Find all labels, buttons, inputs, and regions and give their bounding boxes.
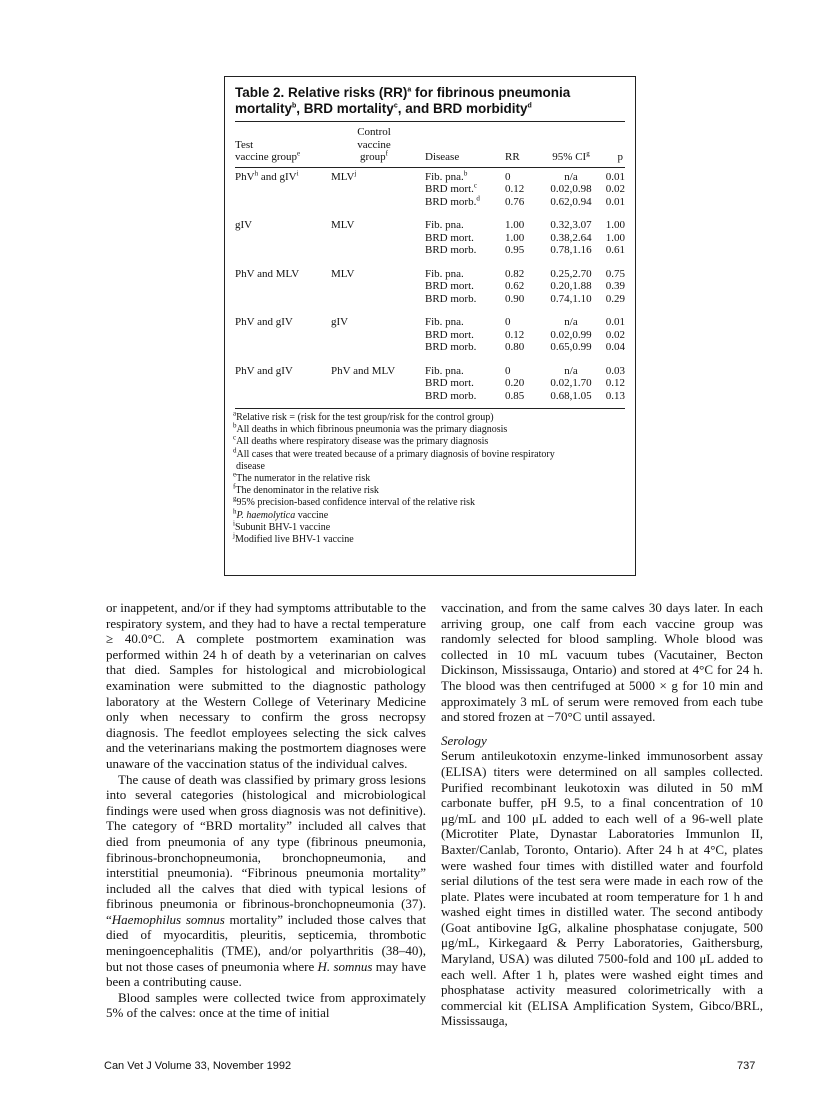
cell-test-group: PhV and gIV [235, 316, 293, 328]
cell-rr: 0.82 [505, 267, 525, 280]
cell-control-group: MLV [331, 267, 355, 280]
cell-control-group [331, 244, 417, 257]
cell-rr: 0.12 [505, 183, 525, 195]
cell-p: 1.00 [605, 231, 625, 244]
cell-p: 0.03 [605, 364, 625, 377]
footnote: $^b$All deaths in which fibrinous pneumonia was the primary diagnosis [233, 421, 508, 436]
cell-control-group [331, 293, 417, 306]
cell-disease: Fib. pna. [425, 219, 464, 231]
cell-rr: 0.90 [505, 292, 525, 305]
relative-risk-table [235, 122, 625, 402]
cell-p: 0.39 [605, 280, 625, 292]
paragraph: Blood samples were collected twice from approximately 5% of the calves: once at the time of initial [106, 989, 426, 1021]
cell-rr: 0.20 [505, 377, 525, 389]
table-caption: Table 2. Relative risks (RR)$^a$ for fibrinous pneumonia mortality$^b$, BRD mortality$^c$, and BRD morbidity$^d$ [235, 85, 571, 116]
journal-footer: Can Vet J Volume 33, November 1992 [104, 1060, 292, 1072]
footnote: $^f$The denominator in the relative risk [233, 482, 379, 497]
table-row [235, 341, 625, 354]
table-row [235, 183, 625, 196]
cell-test-group [235, 329, 331, 342]
left-column [106, 600, 426, 1021]
paragraph: Serum antileukotoxin enzyme-linked immunosorbent assay (ELISA) titers were determined on all samples collected. Purified recombinant leukotoxin was diluted in 50 mM carbonate buffer, pH 9.5, to a final concentration of 10 μg/mL and 100 μL added to each well of a 96-well plate (Microtiter Plate, Dynastar Laboratories Immunlon II, Baxter/Canlab, Toronto, Ontario). After 24 h at 4°C, plates were washed four times with distilled water and fourfold serial dilutions of the test sera were made in each row of the plate. Plates were incubated at room temperature for 1 h and washed eight times in distilled water. The second antibody (Goat antibovine IgG, alkaline phosphatase conjugate, 500 μg/mL, Kirkegaard & Perry Laboratories, Gaithersburg, Maryland, USA) was diluted 7500-fold and 100 μL added to each well. After 1 h, plates were washed eight times and phosphatase activity measured colorimetrically with a commercial kit (ELISA Amplification System, Gibco/BRL, Mississauga, [441, 748, 763, 1029]
cell-test-group: PhV$^h$ and gIV$^i$ [235, 168, 299, 183]
footnote: $^h$P. haemolytica vaccine [233, 507, 329, 521]
cell-p: 0.02 [605, 183, 625, 195]
cell-p: 0.12 [605, 377, 625, 389]
cell-ci: 0.38,2.64 [550, 231, 592, 244]
table-2 [224, 76, 636, 576]
footnote: $^c$All deaths where respiratory disease was the primary diagnosis [233, 434, 489, 448]
cell-p: 0.75 [605, 267, 625, 280]
cell-rr: 0.95 [505, 244, 525, 256]
col-ci: 95% $CI^g$ [552, 149, 590, 163]
cell-p: 1.00 [605, 219, 625, 231]
cell-p: 0.01 [605, 170, 625, 183]
cell-rr: 0.80 [505, 341, 525, 353]
col-disease: Disease [425, 151, 460, 163]
cell-rr: 0.85 [505, 389, 525, 402]
cell-control-group [331, 196, 417, 209]
cell-ci: 0.25,2.70 [550, 267, 592, 280]
cell-test-group [235, 244, 331, 257]
paragraph: vaccination, and from the same calves 30 days later. In each arriving group, one calf from each vaccine group was randomly selected for blood sampling. Whole blood was collected in 10 mL vacuum tubes (Vacutainer, Becton Dickinson, Mississauga, Ontario) and stored at 4°C for 24 h. The blood was then centrifuged at 5000 × g for 10 min and approximately 3 mL of serum were removed from each tube and stored frozen at −70°C until assayed. [441, 600, 763, 725]
cell-disease: BRD mort. [425, 377, 474, 389]
cell-control-group [331, 232, 417, 245]
cell-control-group: gIV [331, 316, 349, 328]
cell-ci: 0.74,1.10 [550, 292, 592, 305]
cell-control-group [331, 377, 417, 390]
cell-test-group [235, 390, 331, 403]
cell-disease: BRD morb. [425, 244, 477, 256]
table-footnotes [233, 409, 625, 546]
footnote: $^i$Subunit BHV-1 vaccine [233, 519, 331, 533]
col-p: p [617, 151, 623, 163]
cell-disease: BRD morb. [425, 341, 477, 353]
footnote-rule [235, 408, 625, 409]
cell-test-group: gIV [235, 219, 253, 231]
cell-control-group [331, 341, 417, 354]
table-row [235, 390, 625, 403]
cell-disease: Fib. pna.$^b$ [425, 168, 468, 183]
cell-disease: Fib. pna. [425, 316, 464, 328]
section-heading-serology: Serology [441, 732, 487, 748]
cell-rr: 0 [505, 364, 511, 377]
table-row [235, 280, 625, 293]
cell-p: 0.02 [605, 328, 625, 341]
table-row [235, 268, 625, 281]
footnote-continuation: disease [236, 460, 265, 472]
cell-test-group [235, 280, 331, 293]
table-row [235, 329, 625, 342]
cell-ci: n/a [564, 316, 578, 328]
footnote: $^g$95% precision-based confidence interval of the relative risk [233, 495, 476, 509]
cell-control-group [331, 329, 417, 342]
cell-control-group: MLV$^j$ [331, 168, 357, 183]
page-number: 737 [737, 1060, 756, 1072]
cell-disease: Fib. pna. [425, 267, 464, 280]
col-rr: RR [505, 151, 520, 163]
cell-ci: 0.02,0.98 [550, 183, 592, 195]
right-column [441, 600, 763, 1029]
table-row [235, 293, 625, 306]
cell-test-group: PhV and gIV [235, 364, 293, 377]
cell-rr: 0.12 [505, 328, 525, 341]
cell-rr: 1.00 [505, 219, 525, 231]
cell-control-group [331, 183, 417, 196]
cell-control-group: MLV [331, 219, 355, 231]
table-header-row [235, 122, 625, 167]
cell-test-group [235, 377, 331, 390]
cell-control-group [331, 280, 417, 293]
cell-test-group [235, 183, 331, 196]
table-row [235, 244, 625, 257]
cell-test-group [235, 341, 331, 354]
cell-rr: 0 [505, 170, 511, 183]
cell-rr: 0.76 [505, 195, 525, 208]
table-row [235, 219, 625, 232]
cell-ci: 0.62,0.94 [550, 195, 592, 208]
table-row [235, 196, 625, 209]
cell-ci: 0.78,1.16 [550, 244, 592, 256]
footnote: $^j$Modified live BHV-1 vaccine [233, 531, 354, 546]
cell-control-group: PhV and MLV [331, 364, 396, 377]
cell-disease: BRD mort. [425, 328, 474, 341]
cell-disease: BRD mort. [425, 280, 474, 292]
paragraph: The cause of death was classified by primary gross lesions into several categories (histological and microbiological findings were used when gross diagnosis was not definitive). The category of “BRD mortality” included all calves that died from pneumonia of any type (fibrinous pneumonia, fibrinous-bronchopneumonia, bronchopneumonia, and interstitial pneumonia). “Fibrinous pneumonia mortality” included all the calves that died with typical lesions of fibrinous pneumonia or fibrinous-bronchopneumonia (37). “Haemophilus somnus mortality” included those calves that died of myocarditis, pleuritis, septicemia, thrombotic meningoencephalitis (TME), and/or polyarthritis (38–40), but not those cases of pneumonia where H. somnus may have been a contributing cause. [106, 771, 426, 990]
cell-p: 0.13 [605, 389, 625, 402]
cell-test-group [235, 196, 331, 209]
col-control-vaccine: Control vaccine group$^f$ [357, 126, 391, 163]
cell-ci: 0.02,1.70 [550, 377, 592, 389]
cell-test-group: PhV and MLV [235, 267, 300, 280]
cell-disease: BRD mort.$^c$ [425, 181, 478, 195]
cell-p: 0.61 [605, 244, 625, 256]
cell-ci: 0.68,1.05 [550, 389, 592, 402]
col-test-vaccine: Test vaccine group$^e$ [235, 138, 301, 163]
cell-disease: BRD morb. [425, 292, 477, 305]
cell-rr: 0 [505, 316, 511, 328]
footnote: $^d$All cases that were treated because of a primary diagnosis of bovine respiratory [233, 446, 555, 460]
cell-ci: 0.20,1.88 [550, 280, 592, 292]
cell-ci: 0.32,3.07 [550, 219, 592, 231]
cell-disease: BRD morb. [425, 389, 477, 402]
cell-disease: BRD mort. [425, 231, 474, 244]
cell-rr: 0.62 [505, 280, 525, 292]
cell-p: 0.01 [605, 316, 625, 328]
cell-control-group [331, 390, 417, 403]
table-row [235, 232, 625, 245]
footnote: $^a$Relative risk = (risk for the test group/risk for the control group) [233, 409, 494, 423]
cell-test-group [235, 293, 331, 306]
table-row [235, 316, 625, 329]
cell-disease: BRD morb.$^d$ [425, 193, 480, 208]
cell-rr: 1.00 [505, 231, 525, 244]
cell-p: 0.29 [605, 292, 625, 305]
cell-p: 0.04 [605, 341, 625, 353]
cell-test-group [235, 232, 331, 245]
cell-p: 0.01 [605, 195, 625, 208]
footnote: $^e$The numerator in the relative risk [233, 470, 371, 485]
cell-ci: n/a [564, 364, 578, 377]
table-row [235, 171, 625, 184]
cell-ci: n/a [564, 170, 578, 183]
cell-ci: 0.65,0.99 [550, 341, 592, 353]
table-row [235, 365, 625, 378]
cell-disease: Fib. pna. [425, 364, 464, 377]
table-row [235, 377, 625, 390]
paragraph: or inappetent, and/or if they had symptoms attributable to the respiratory system, and they had to have a rectal temperature ≥ 40.0°C. A complete postmortem examination was performed within 24 h of death by a veterinarian on calves that died. Samples for histological and microbiological examination were submitted to the diagnostic pathology laboratory at the Western College of Veterinary Medicine only when necessary to confirm the gross necropsy diagnosis. The feedlot employees selecting the sick calves and the veterinarians making the postmortem diagnoses were unaware of the vaccination status of the individual calves. [106, 600, 426, 771]
cell-ci: 0.02,0.99 [550, 328, 592, 341]
